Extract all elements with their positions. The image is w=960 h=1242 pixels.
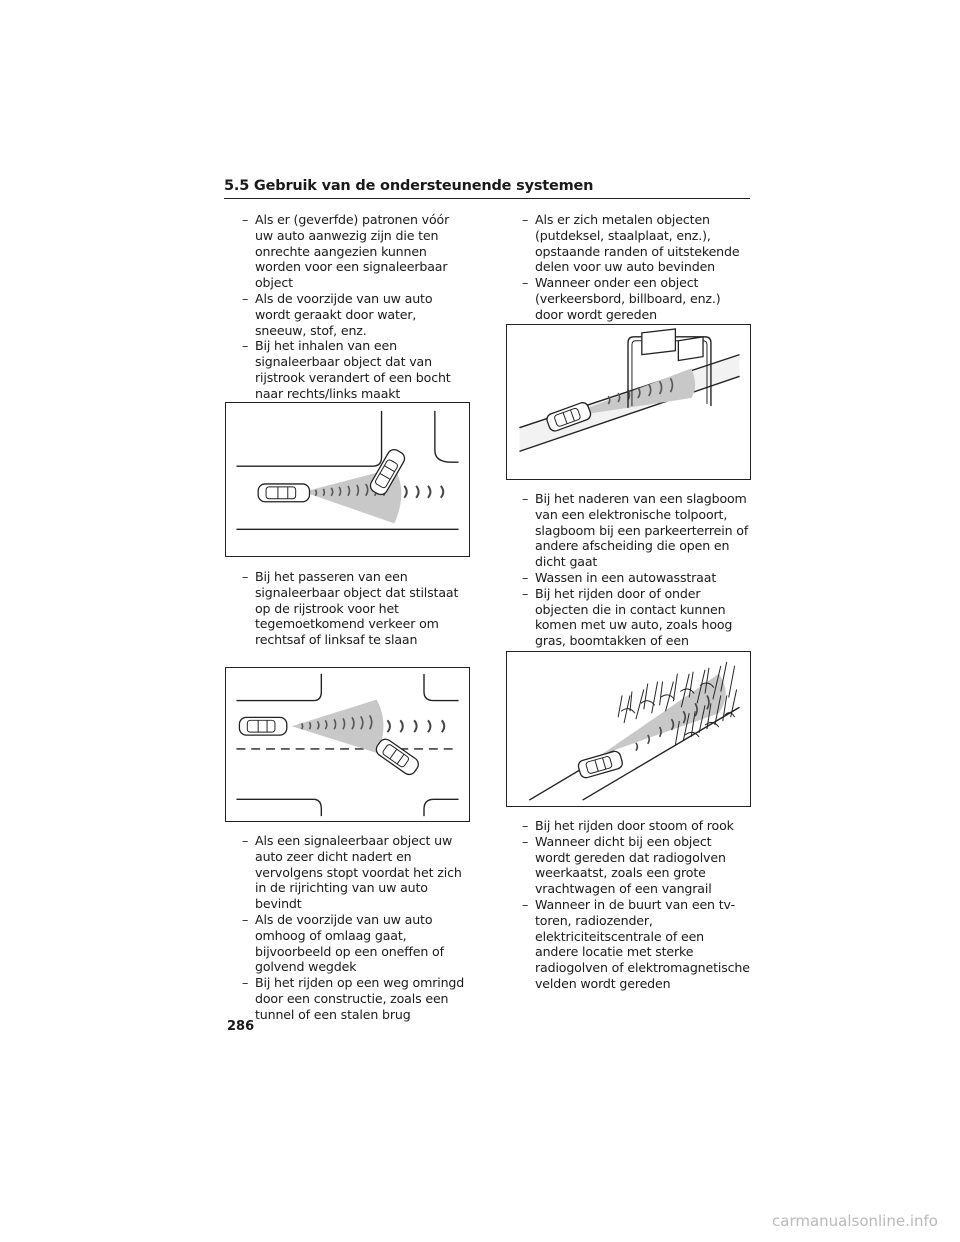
right-column-2 bbox=[522, 491, 750, 665]
page-number: 286 bbox=[227, 1019, 255, 1034]
list-item: – Bij het inhalen van een signaleerbaar object dat van rijstrook verandert of een bocht naar rechts/links maakt bbox=[242, 338, 470, 401]
list-item: – Wassen in een autowasstraat bbox=[522, 570, 750, 586]
bullet-list-right-1 bbox=[522, 212, 750, 323]
left-column bbox=[242, 212, 470, 402]
list-item: – Als er (geverfde) patronen vóór uw auto aanwezig zijn die ten onrechte aangezien kunnen worden voor een signaleerbaar object bbox=[242, 212, 470, 291]
illustration-oncoming-vehicle bbox=[226, 668, 469, 821]
left-column-3 bbox=[242, 833, 470, 1023]
header-rule bbox=[224, 198, 750, 199]
figure-overhead-sign bbox=[506, 324, 751, 480]
list-item: – Als de voorzijde van uw auto omhoog of omlaag gaat, bijvoorbeeld op een oneffen of golvend wegdek bbox=[242, 912, 470, 975]
bullet-list-right-2 bbox=[522, 491, 750, 665]
illustration-tall-grass bbox=[507, 652, 750, 806]
list-item: – Als een signaleerbaar object uw auto zeer dicht nadert en vervolgens stopt voordat het zich in de rijrichting van uw auto bevindt bbox=[242, 833, 470, 912]
figure-overtaking-turning-vehicle bbox=[225, 402, 470, 557]
list-item: – Wanneer onder een object (verkeersbord, billboard, enz.) door wordt gereden bbox=[522, 275, 750, 322]
list-item: – Bij het passeren van een signaleerbaar object dat stilstaat op de rijstrook voor het tegemoetkomend verkeer om rechtsaf of linksaf te slaan bbox=[242, 569, 470, 648]
list-item: – Wanneer dicht bij een object wordt gereden dat radiogolven weerkaatst, zoals een grote vrachtwagen of een vangrail bbox=[522, 834, 750, 897]
section-header bbox=[224, 178, 750, 199]
list-item: – Wanneer in de buurt van een tv-toren, radiozender, elektriciteitscentrale of een andere locatie met sterke radiogolven of elektromagnetische velden wordt gereden bbox=[522, 897, 750, 992]
list-item: – Als er zich metalen objecten (putdeksel, staalplaat, enz.), opstaande randen of uitstekende delen voor uw auto bevinden bbox=[522, 212, 750, 275]
list-item: – Bij het naderen van een slagboom van een elektronische tolpoort, slagboom bij een parkeerterrein of andere afscheiding die open en dicht gaat bbox=[522, 491, 750, 570]
list-item: – Bij het rijden door of onder objecten die in contact kunnen komen met uw auto, zoals hoog gras, boomtakken of een bbox=[522, 586, 750, 665]
bullet-list-left-3 bbox=[242, 833, 470, 1023]
list-item: – Als de voorzijde van uw auto wordt geraakt door water, sneeuw, stof, enz. bbox=[242, 291, 470, 338]
watermark: carmanualsonline.info bbox=[772, 1212, 938, 1230]
bullet-list-right-3 bbox=[522, 818, 750, 992]
list-item: – Bij het rijden door stoom of rook bbox=[522, 818, 750, 834]
right-column bbox=[522, 212, 750, 323]
bullet-list-left-1 bbox=[242, 212, 470, 402]
left-column-2 bbox=[242, 569, 470, 648]
bullet-list-left-2 bbox=[242, 569, 470, 648]
illustration-turning-vehicle bbox=[226, 403, 469, 556]
figure-oncoming-stopped-vehicle bbox=[225, 667, 470, 822]
illustration-overhead-billboard bbox=[507, 325, 750, 479]
list-item: – Bij het rijden op een weg omringd door een constructie, zoals een tunnel of een stalen brug bbox=[242, 975, 470, 1022]
right-column-3 bbox=[522, 818, 750, 992]
section-title: 5.5 Gebruik van de ondersteunende systemen bbox=[224, 178, 594, 194]
figure-tall-grass bbox=[506, 651, 751, 807]
